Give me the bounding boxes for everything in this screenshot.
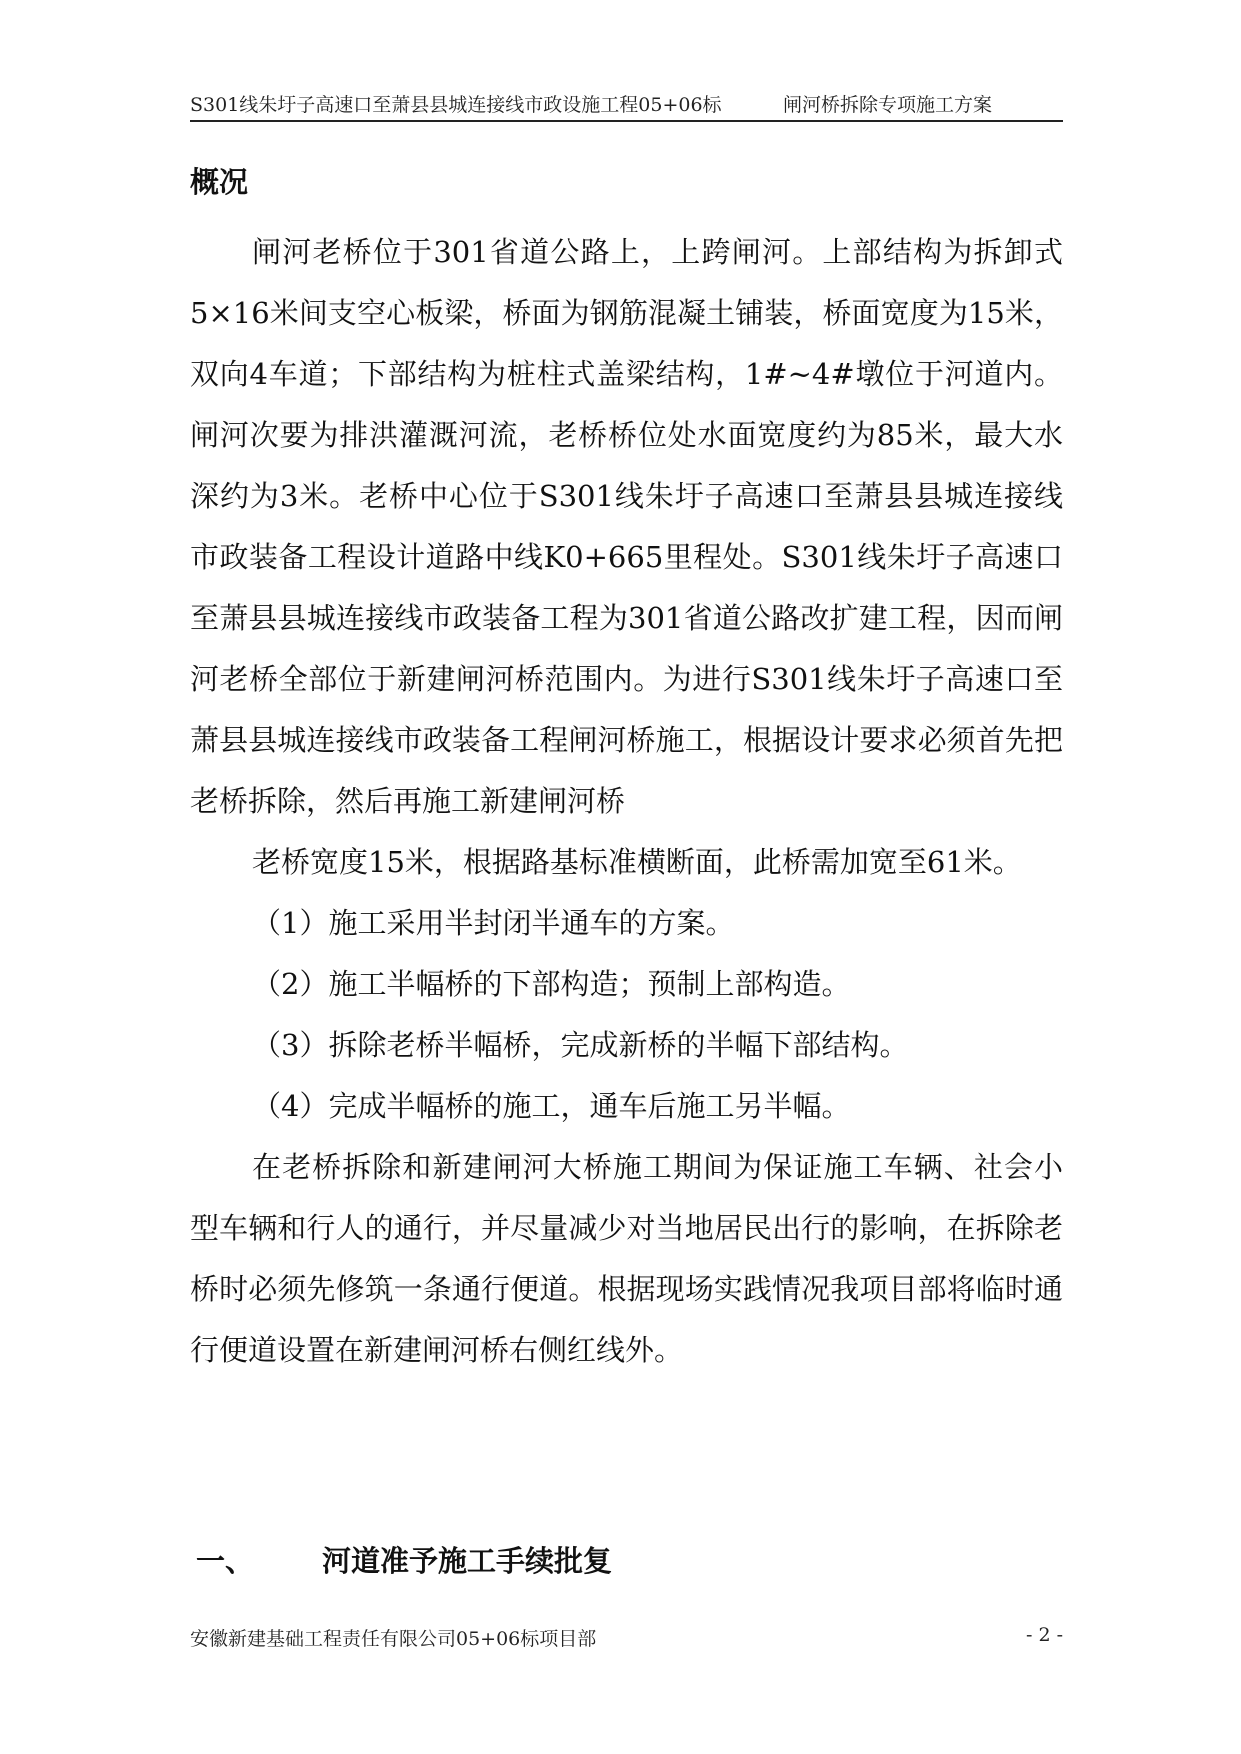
header-project-title: S301线朱圩子高速口至萧县县城连接线市政设施工程05+06标 — [190, 94, 722, 116]
footer-company: 安徽新建基础工程责任有限公司05+06标项目部 — [190, 1628, 597, 1650]
section-title: 概况 — [190, 165, 249, 199]
list-item: （4）完成半幅桥的施工，通车后施工另半幅。 — [252, 1089, 851, 1123]
subsection-title: 河道准予施工手续批复 — [322, 1544, 613, 1578]
list-item: （1）施工采用半封闭半通车的方案。 — [252, 906, 735, 940]
subsection-number: 一、 — [196, 1544, 255, 1578]
page-header — [190, 86, 1063, 122]
paragraph-temporary-road: 在老桥拆除和新建闸河大桥施工期间为保证施工车辆、社会小型车辆和行人的通行，并尽量减少对当地居民出行的影响，在拆除老桥时必须先修筑一条通行便道。根据现场实践情况我项目部将临时通行便道设置在新建闸河桥右侧红线外。 — [190, 1150, 1063, 1367]
subsection-heading — [196, 1539, 612, 1580]
document-body — [190, 222, 1063, 1381]
paragraph-width: 老桥宽度15米，根据路基标准横断面，此桥需加宽至61米。 — [252, 845, 1022, 879]
page-number: - 2 - — [1025, 1624, 1063, 1646]
list-item: （2）施工半幅桥的下部构造；预制上部构造。 — [252, 967, 851, 1001]
paragraph-overview: 闸河老桥位于301省道公路上，上跨闸河。上部结构为拆卸式5×16米间支空心板梁，桥面为钢筋混凝土铺装，桥面宽度为15米，双向4车道；下部结构为桩柱式盖梁结构，1#~4#墩位于河道内。闸河次要为排洪灌溉河流，老桥桥位处水面宽度约为85米，最大水深约为3米。老桥中心位于S301线朱圩子高速口至萧县县城连接线市政装备工程设计道路中线K0+665里程处。S301线朱圩子高速口至萧县县城连接线市政装备工程为301省道公路改扩建工程，因而闸河老桥全部位于新建闸河桥范围内。为进行S301线朱圩子高速口至萧县县城连接线市政装备工程闸河桥施工，根据设计要求必须首先把老桥拆除，然后再施工新建闸河桥 — [190, 235, 1063, 818]
header-document-title: 闸河桥拆除专项施工方案 — [783, 94, 993, 116]
list-item: （3）拆除老桥半幅桥，完成新桥的半幅下部结构。 — [252, 1028, 909, 1062]
